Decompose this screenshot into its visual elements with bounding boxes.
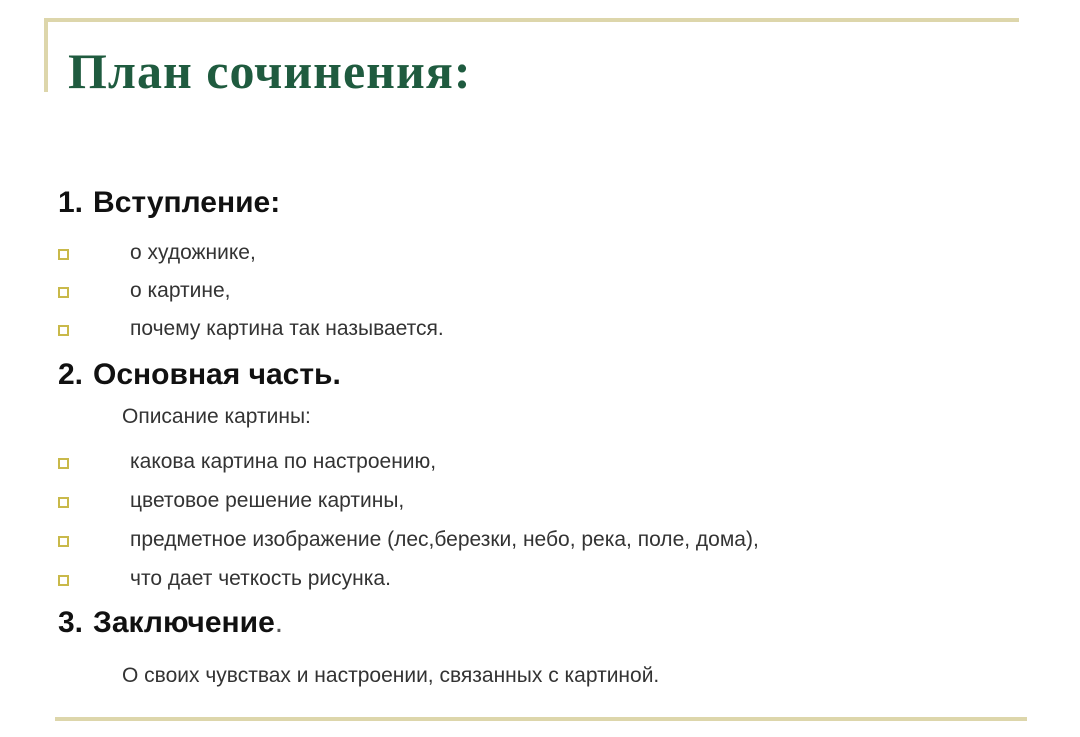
bottom-rule [55, 717, 1027, 721]
square-bullet-icon [58, 575, 69, 586]
section-2-title: Основная часть. [93, 358, 341, 391]
square-bullet-icon [58, 287, 69, 298]
list-item-text: цветовое решение картины, [130, 489, 405, 512]
list-item-text: о картине, [130, 279, 231, 302]
square-bullet-icon [58, 536, 69, 547]
list-item-text: предметное изображение (лес,березки, небо, река, поле, дома), [130, 528, 759, 551]
section-2-number: 2. [58, 358, 84, 391]
section-3-text: О своих чувствах и настроении, связанных с картиной. [122, 664, 660, 687]
section-3-number: 3. [58, 606, 84, 639]
section-1-number: 1. [58, 186, 84, 219]
square-bullet-icon [58, 458, 69, 469]
section-3-heading [58, 606, 283, 640]
slide-title: План сочинения: [68, 43, 472, 99]
square-bullet-icon [58, 497, 69, 508]
section-1-heading [58, 186, 280, 220]
square-bullet-icon [58, 325, 69, 336]
section-1-title: Вступление: [93, 186, 281, 219]
section-2-intro: Описание картины: [122, 405, 311, 428]
left-rule [44, 18, 48, 92]
list-item-text: что дает четкость рисунка. [130, 567, 391, 590]
square-bullet-icon [58, 249, 69, 260]
list-item-text: почему картина так называется. [130, 317, 444, 340]
section-3-title: Заключение [93, 606, 275, 639]
top-rule [44, 18, 1019, 22]
section-2-heading [58, 358, 341, 392]
section-3-title-tail: . [274, 606, 284, 639]
list-item-text: какова картина по настроению, [130, 450, 437, 473]
list-item-text: о художнике, [130, 241, 256, 264]
